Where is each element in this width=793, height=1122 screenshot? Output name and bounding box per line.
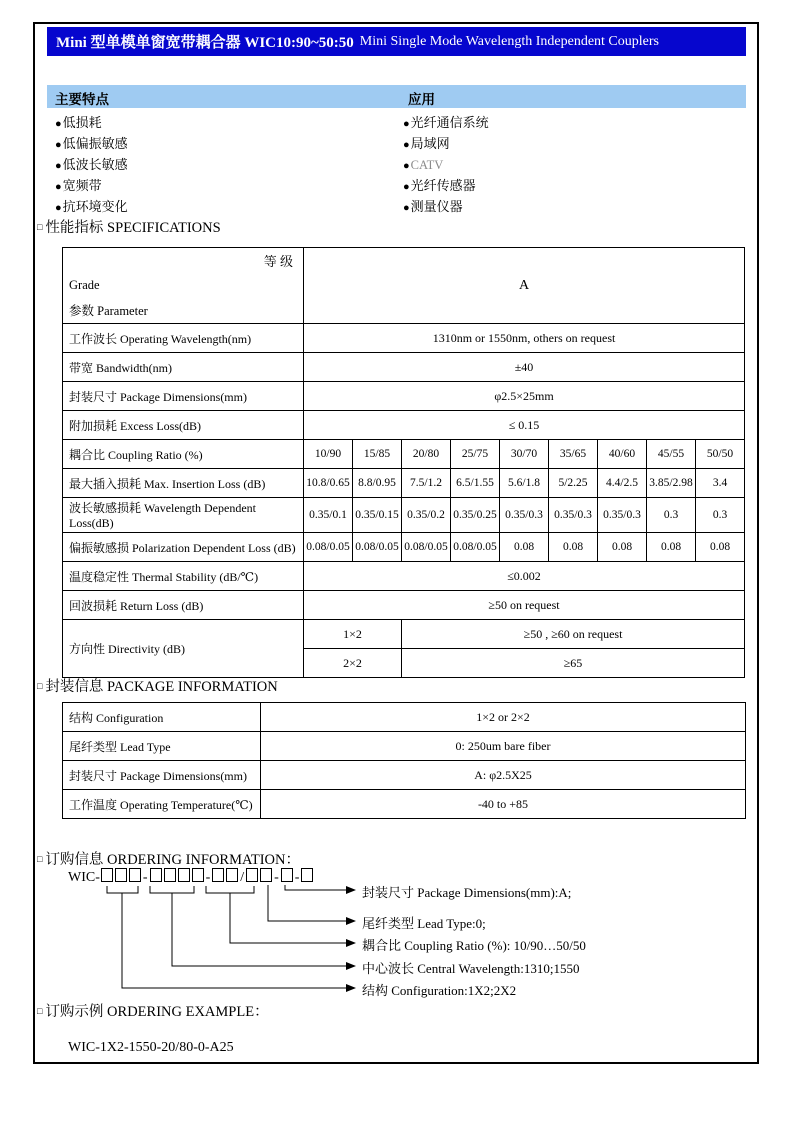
row-label: 附加损耗 Excess Loss(dB) [63,411,304,440]
bullet-icon: ● [55,118,62,130]
features-list [55,112,128,217]
code-separator: - [205,869,211,885]
ordering-example-heading [37,1000,269,1021]
row-label: 波长敏感损耗 Wavelength Dependent Loss(dB) [63,498,304,533]
package-info-heading [37,675,278,696]
section-marker-icon: □ [37,854,43,864]
application-item [403,196,489,217]
application-label: CATV [410,158,444,172]
section-marker-icon: □ [37,222,43,232]
order-box [101,868,113,882]
application-item [403,154,489,175]
order-box [281,868,293,882]
order-box [212,868,224,882]
cell-value: 0.08/0.05 [304,533,353,562]
bullet-icon: ● [403,202,410,214]
table-row [63,382,745,411]
order-box [226,868,238,882]
row-value: -40 to +85 [261,790,746,819]
table-row [63,324,745,353]
feature-item [55,154,128,175]
bullet-icon: ● [55,139,62,151]
table-row [63,469,745,498]
bullet-icon: ● [403,181,410,193]
bullet-icon: ● [403,139,410,151]
row-label: 工作波长 Operating Wavelength(nm) [63,324,304,353]
table-row [63,761,746,790]
order-box [301,868,313,882]
cell-value: 0.08/0.05 [451,533,500,562]
applications-header: 应用 [408,92,435,107]
order-box [164,868,176,882]
code-box-group-ratio-a [211,868,239,887]
grade-value-cell: A [304,248,745,324]
cell-value: 0.35/0.3 [500,498,549,533]
cell-value: 15/85 [353,440,402,469]
feature-label: 抗环境变化 [62,199,128,214]
order-box [260,868,272,882]
row-value: 1×2 or 2×2 [261,703,746,732]
table-row [63,498,745,533]
order-box [129,868,141,882]
cell-value: 10/90 [304,440,353,469]
order-label-package: 封装尺寸 Package Dimensions(mm):A; [362,885,572,900]
cell-value: 6.5/1.55 [451,469,500,498]
cell-value: 0.08 [696,533,745,562]
directivity-value-cell: ≥65 [402,649,745,678]
cell-value: 0.35/0.2 [402,498,451,533]
table-row [63,562,745,591]
corner-grade-zh: 等 级 [263,254,293,269]
code-box-group-ratio-b [245,868,273,887]
cell-value: 5.6/1.8 [500,469,549,498]
doc-title-en: Mini Single Mode Wavelength Independent Couplers [359,33,659,49]
row-value: 0: 250um bare fiber [261,732,746,761]
row-label: 尾纤类型 Lead Type [63,732,261,761]
application-label: 局域网 [410,136,450,151]
doc-title-zh: Mini 型单模单窗宽带耦合器 WIC10:90~50:50 [56,35,354,51]
cell-value: 7.5/1.2 [402,469,451,498]
row-value: ≤0.002 [304,562,745,591]
cell-value: 0.3 [696,498,745,533]
cell-value: 20/80 [402,440,451,469]
cell-value: 30/70 [500,440,549,469]
application-item [403,133,489,154]
feature-label: 宽频带 [62,178,102,193]
application-item [403,175,489,196]
table-row [63,440,745,469]
cell-value: 25/75 [451,440,500,469]
section-marker-icon: □ [37,1006,43,1016]
bullet-icon: ● [403,118,410,130]
order-box [150,868,162,882]
order-box [192,868,204,882]
feature-item [55,196,128,217]
package-table [62,702,746,819]
order-label-coupling-ratio: 耦合比 Coupling Ratio (%): 10/90…50/50 [362,938,586,953]
cell-value: 45/55 [647,440,696,469]
table-row [63,732,746,761]
row-label: 工作温度 Operating Temperature(℃) [63,790,261,819]
cell-value: 8.8/0.95 [353,469,402,498]
directivity-config-cell: 2×2 [304,649,402,678]
order-label-lead-type: 尾纤类型 Lead Type:0; [362,916,486,931]
bullet-icon: ● [55,160,62,172]
cell-value: 0.08/0.05 [402,533,451,562]
cell-value: 0.35/0.1 [304,498,353,533]
code-separator: - [142,869,148,885]
table-row [63,790,746,819]
cell-value: 50/50 [696,440,745,469]
ordering-example-heading-label: 订购示例 ORDERING EXAMPLE： [45,1004,269,1020]
ordering-code [68,868,314,887]
row-label: 封装尺寸 Package Dimensions(mm) [63,382,304,411]
row-label: 偏振敏感损 Polarization Dependent Loss (dB) [63,533,304,562]
features-header: 主要特点 [55,92,109,107]
directivity-config-cell: 1×2 [304,620,402,649]
cell-value: 10.8/0.65 [304,469,353,498]
code-box-lead-type [280,868,294,887]
row-value: φ2.5×25mm [304,382,745,411]
table-row [63,353,745,382]
cell-value: 5/2.25 [549,469,598,498]
feature-item [55,175,128,196]
cell-value: 35/65 [549,440,598,469]
directivity-value-cell: ≥50 , ≥60 on request [402,620,745,649]
cell-value: 0.08 [598,533,647,562]
table-row [63,411,745,440]
feature-label: 低偏振敏感 [62,136,128,151]
code-box-package [300,868,314,887]
spec-table [62,247,745,678]
cell-value: 0.08 [500,533,549,562]
row-value: ±40 [304,353,745,382]
cell-value: 3.4 [696,469,745,498]
cell-value: 0.08/0.05 [353,533,402,562]
cell-value: 40/60 [598,440,647,469]
row-label: 方向性 Directivity (dB) [63,620,304,678]
row-label: 回波损耗 Return Loss (dB) [63,591,304,620]
ordering-example-code: WIC-1X2-1550-20/80-0-A25 [68,1040,234,1055]
cell-value: 0.08 [549,533,598,562]
ordering-info-heading-label: 订购信息 ORDERING INFORMATION： [45,852,300,868]
corner-grade-en: Grade [69,278,100,292]
cell-value: 0.35/0.3 [549,498,598,533]
row-label: 封装尺寸 Package Dimensions(mm) [63,761,261,790]
order-label-wavelength: 中心波长 Central Wavelength:1310;1550 [362,961,580,976]
application-label: 光纤通信系统 [410,115,489,130]
application-label: 测量仪器 [410,199,463,214]
features-header-bar [47,85,746,108]
order-box [178,868,190,882]
application-item [403,112,489,133]
corner-parameter: 参数 Parameter [69,304,148,318]
order-box [246,868,258,882]
cell-value: 0.35/0.3 [598,498,647,533]
row-value: ≤ 0.15 [304,411,745,440]
feature-item [55,133,128,154]
order-label-configuration: 结构 Configuration:1X2;2X2 [362,983,517,998]
table-row [63,248,745,324]
row-label: 带宽 Bandwidth(nm) [63,353,304,382]
section-marker-icon: □ [37,681,43,691]
code-box-group-wavelength [149,868,205,887]
cell-value: 3.85/2.98 [647,469,696,498]
document-title-bar [47,27,746,56]
code-slash: / [240,869,245,885]
cell-value: 0.3 [647,498,696,533]
applications-list [403,112,489,217]
bullet-icon: ● [55,202,62,214]
row-value: ≥50 on request [304,591,745,620]
row-value: A: φ2.5X25 [261,761,746,790]
table-row [63,703,746,732]
row-value: 1310nm or 1550nm, others on request [304,324,745,353]
row-label: 温度稳定性 Thermal Stability (dB/℃) [63,562,304,591]
specifications-heading-label: 性能指标 SPECIFICATIONS [45,220,221,236]
order-box [115,868,127,882]
cell-value: 4.4/2.5 [598,469,647,498]
table-row [63,591,745,620]
code-separator: - [294,869,300,885]
code-separator: - [274,869,279,885]
cell-value: 0.35/0.25 [451,498,500,533]
grade-parameter-corner-cell [63,248,304,324]
table-row [63,533,745,562]
bullet-icon: ● [55,181,62,193]
ordering-code-prefix: WIC- [68,869,100,885]
row-label: 最大插入损耗 Max. Insertion Loss (dB) [63,469,304,498]
cell-value: 0.35/0.15 [353,498,402,533]
application-label: 光纤传感器 [410,178,476,193]
row-label: 耦合比 Coupling Ratio (%) [63,440,304,469]
cell-value: 0.08 [647,533,696,562]
table-row [63,620,745,649]
row-label: 结构 Configuration [63,703,261,732]
ordering-info-heading [37,848,300,869]
package-info-heading-label: 封装信息 PACKAGE INFORMATION [45,679,278,695]
specifications-heading [37,216,221,237]
code-box-group-configuration [100,868,142,887]
feature-item [55,112,128,133]
feature-label: 低损耗 [62,115,102,130]
feature-label: 低波长敏感 [62,157,128,172]
bullet-icon: ● [403,160,410,172]
